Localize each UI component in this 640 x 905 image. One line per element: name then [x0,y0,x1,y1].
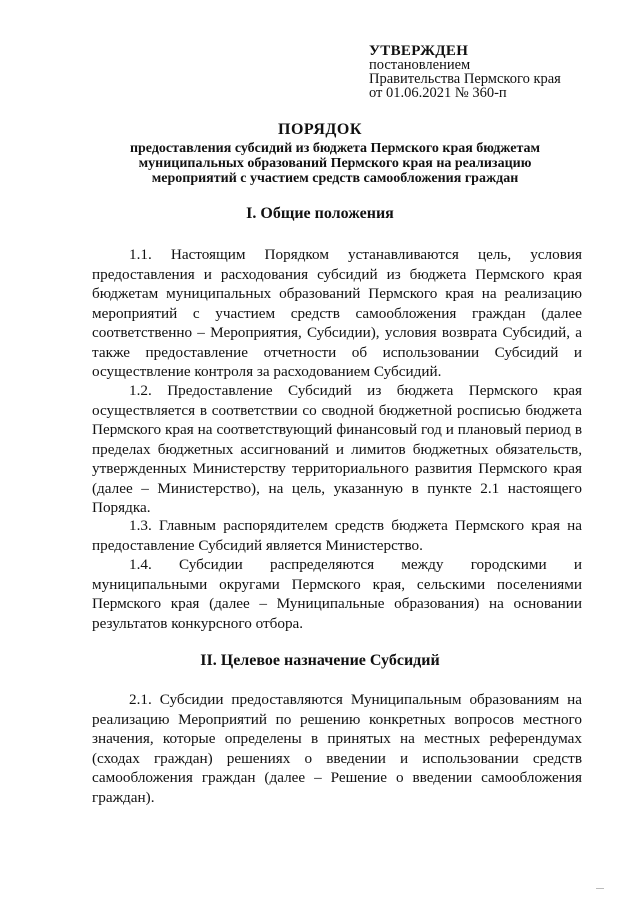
approval-line: постановлением [369,57,471,73]
document-title: ПОРЯДОК [278,121,362,138]
paragraph-1-1: 1.1. Настоящим Порядком устанавливаются цель, условия предоставления и расходования субсидий из бюджета Пермского края бюджетам муниципальных образований Пермского края на реализацию мероприятий с участием средств самообложения граждан (далее соответственно – Мероприятия, Субсидии), условия возврата Субсидий, а также предоставление отчетности об использовании Субсидий и осуществление контроля за расходованием Субсидий. [92,246,582,380]
paragraph-2-1: 2.1. Субсидии предоставляются Муниципальным образованиям на реализацию Мероприятий по решению конкретных вопросов местного значения, которые определены в принятых на местных референдумах (сходах граждан) решениях о введении и использовании средств самообложения граждан (далее – Решение о введении самообложения граждан). [92,691,582,806]
paragraph-1-3: 1.3. Главным распорядителем средств бюджета Пермского края на предоставление Субсидий является Министерство. [92,517,582,554]
paragraph-1-2: 1.2. Предоставление Субсидий из бюджета Пермского края осуществляется в соответствии со сводной бюджетной росписью бюджета Пермского края на соответствующий финансовый год и плановый период в пределах бюджетных ассигнований и лимитов бюджетных обязательств, утвержденных Министерству территориального развития Пермского края (далее – Министерство), на цель, указанную в пункте 2.1 настоящего Порядка. [92,382,582,516]
section-heading-1: I. Общие положения [246,205,394,222]
section-heading-2: II. Целевое назначение Субсидий [200,652,440,669]
approval-block [369,44,561,100]
subtitle-line: предоставления субсидий из бюджета Пермского края бюджетам [129,141,541,156]
approval-stamp: УТВЕРЖДЕН [369,43,469,59]
document-subtitle [95,141,575,186]
approval-line: от 01.06.2021 № 360-п [369,85,507,101]
scan-artifact [596,888,604,892]
paragraph-1-4: 1.4. Субсидии распределяются между городскими и муниципальными округами Пермского края, сельскими поселениями Пермского края (далее – Муниципальные образования) на основании результатов конкурсного отбора. [92,556,582,632]
subtitle-line: мероприятий с участием средств самообложения граждан [151,171,519,186]
subtitle-line: муниципальных образований Пермского края на реализацию [138,156,532,171]
approval-line: Правительства Пермского края [369,71,561,87]
